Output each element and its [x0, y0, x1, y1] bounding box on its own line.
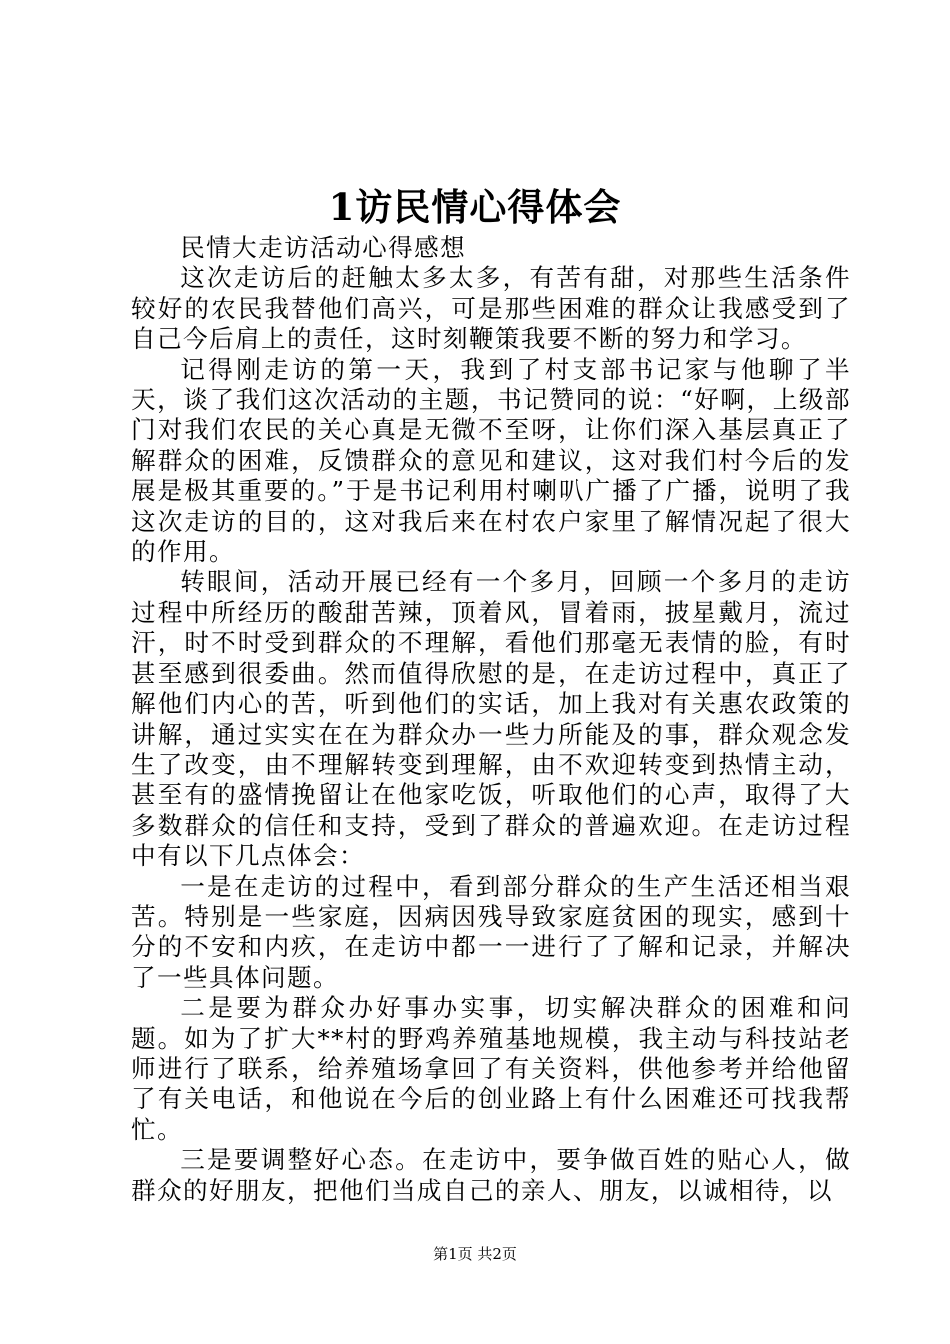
page-number-footer: 第1页 共2页 [433, 1245, 517, 1263]
paragraph: 二是要为群众办好事办实事，切实解决群众的困难和问题。如为了扩大**村的野鸡养殖基地规模，我主动与科技站老师进行了联系，给养殖场拿回了有关资料，供他参考并给他留了有关电话，和他说在今后的创业路上有什么困难还可找我帮忙。 [131, 993, 851, 1144]
paragraph: 转眼间，活动开展已经有一个多月，回顾一个多月的走访过程中所经历的酸甜苦辣，顶着风，冒着雨，披星戴月，流过汗，时不时受到群众的不理解，看他们那毫无表情的脸，有时甚至感到很委曲。然而值得欣慰的是，在走访过程中，真正了解他们内心的苦，听到他们的实话，加上我对有关惠农政策的讲解，通过实实在在为群众办一些力所能及的事，群众观念发生了改变，由不理解转变到理解，由不欢迎转变到热情主动，甚至有的盛情挽留让在他家吃饭，听取他们的心声，取得了大多数群众的信任和支持，受到了群众的普遍欢迎。在走访过程中有以下几点体会： [131, 567, 851, 871]
paragraph: 记得刚走访的第一天，我到了村支部书记家与他聊了半天，谈了我们这次活动的主题，书记赞同的说：“好啊，上级部门对我们农民的关心真是无微不至呀，让你们深入基层真正了解群众的困难，反馈群众的意见和建议，这对我们村今后的发展是极其重要的。”于是书记利用村喇叭广播了广播，说明了我这次走访的目的，这对我后来在村农户家里了解情况起了很大的作用。 [131, 354, 851, 567]
paragraph-subtitle: 民情大走访活动心得感想 [180, 233, 467, 262]
paragraph: 一是在走访的过程中，看到部分群众的生产生活还相当艰苦。特别是一些家庭，因病因残导致家庭贫困的现实，感到十分的不安和内疚，在走访中都一一进行了了解和记录，并解决了一些具体问题。 [131, 871, 851, 992]
paragraph: 三是要调整好心态。在走访中，要争做百姓的贴心人，做群众的好朋友，把他们当成自己的亲人、朋友，以诚相待，以 [131, 1145, 851, 1205]
document-body [131, 233, 851, 1206]
paragraph: 这次走访后的赶触太多太多，有苦有甜，对那些生活条件较好的农民我替他们高兴，可是那些困难的群众让我感受到了自己今后肩上的责任，这时刻鞭策我要不断的努力和学习。 [131, 263, 851, 354]
document-title: 1访民情心得体会 [328, 185, 622, 229]
